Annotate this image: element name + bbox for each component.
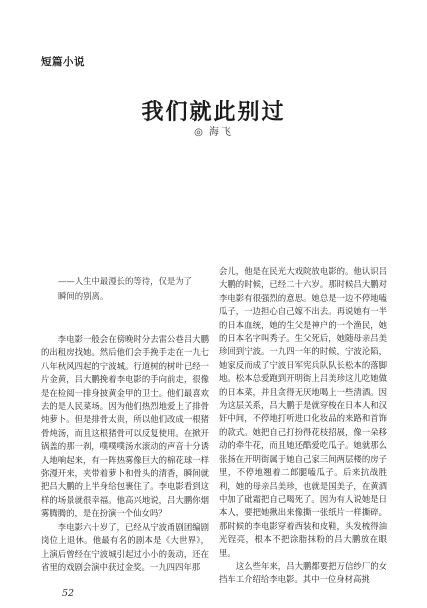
author-line — [0, 123, 427, 138]
author-mark-icon: ◎ — [194, 127, 203, 138]
body-paragraph-continued: 会儿，他是在民光大戏院放电影的。他认识吕大鹏的时候，已经二十六岁。那时候吕大鹏对李电影有很强烈的意思。她总是一边不停地嗑瓜子，一边担心自己嫁不出去。再说她有一半的日本血统，她的生父是神户的一个渔民，她的日本名字叫秀子。生父死后，她随母亲吕美珍回到宁波。一九四一年的时候，宁波沦陷，她家反而成了宁波日军宪兵队队长松本的落脚地。松本总爱跑到开明街上吕美珍这儿吃她做的日本菜，并且贪得无厌地喝上一些清酒。因为这层关系，吕大鹏于是就穿梭在日本人和汉奸中间，不停地打听进口化妆品的来路和首饰的款式。她把自己打扮得花枝招展，像一朵移动的牵牛花，而且她还酷爱吃瓜子。她就那么张扬在开明街属于她自己家三间两层楼的房子里，不停地翘着二郎腿嗑瓜子。后来抗战胜利，她的母亲吕美珍，也就是国美子，在黄酒中加了砒霜把自己喝死了。因为有人说她是日本人，要把她揪出来像撕一张纸片一样撕碎。那时候的李电影穿着西装和皮鞋，头发梳得油光锃亮，根本不把涂脂抹粉的吕大鹏放在眼里。 — [219, 266, 387, 558]
author-name: 海飞 — [208, 127, 233, 138]
section-label: 短篇小说 — [41, 56, 85, 68]
body-paragraph: 李电影一般会在傍晚时分去雷公巷吕大鹏的出租房找她。然后他们会手挽手走在一九七八年秋风四起的宁波城。行道树的树叶已经一片金黄，吕大鹏挽着李电影的手向前走，很像是在检阅一排身披黄金甲的卫士。他们最喜欢去的是人民菜场。因为他们热烈地爱上了排骨炖萝卜。但是排骨太贵，所以他们改成一根猪骨炖汤，而且这根猪骨可以反复使用。在掀开锅盖的那一刹，噗噗噗汤水滚动的声音十分诱人地响起来，有一阵热雾像巨大的棉花球一样弥漫开来，夹带着萝卜和骨头的清香，瞬间就把吕大鹏的上半身给包裹住了。李电影看到这样的场景就很幸福。他高兴地说，吕大鹏你烟雾腾腾的，是在扮演一个仙女吗？ — [41, 334, 209, 519]
page-number: 52 — [62, 588, 75, 599]
epigraph-line: ——人生中最漫长的等待，仅是为了 — [58, 276, 192, 286]
epigraph — [58, 274, 208, 304]
right-column — [219, 265, 387, 587]
body-paragraph: 李电影六十岁了，已经从宁波甬剧团编剧岗位上退休。他最有名的剧本是《大世界》，上演后曾经在宁波城引起过小小的轰动，还在省里的戏剧会演中获过金奖。一九四四年那 — [41, 521, 209, 572]
epigraph-line: 瞬间的别离。 — [58, 291, 109, 301]
body-paragraph: 这么些年来，吕大鹏都要把万信纱厂的女挡车工介绍给李电影。其中一位身材高挑 — [219, 560, 387, 585]
left-column — [41, 333, 209, 574]
story-title: 我们就此别过 — [141, 100, 286, 125]
